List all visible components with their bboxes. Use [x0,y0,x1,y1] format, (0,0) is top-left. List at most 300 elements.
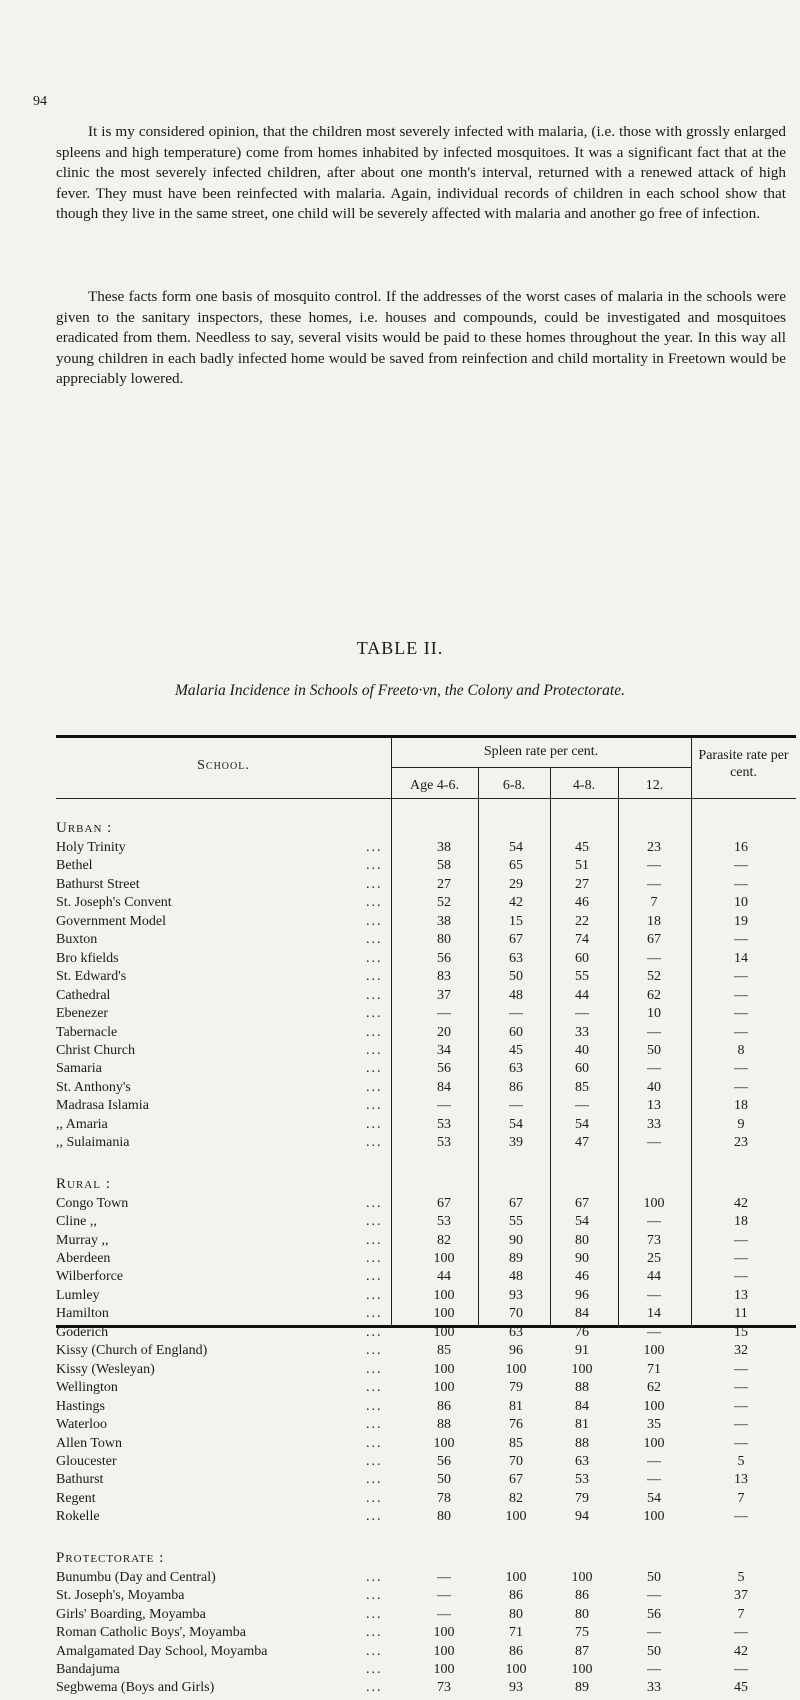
table-row [56,1362,796,1382]
cell-value: — [734,1435,748,1451]
leader-dots: ... [366,1361,383,1377]
cell-value: — [647,1662,661,1677]
table-row [56,1472,796,1492]
cell-value: 80 [575,1606,589,1622]
cell-value: 27 [575,876,589,892]
table-row [56,1006,796,1026]
school-name: Gloucester [56,1453,117,1469]
cell-value: 50 [509,969,523,985]
cell-value: — [437,1098,451,1114]
cell-value: 54 [575,1116,589,1132]
cell-value: 60 [575,1061,589,1077]
cell-value: 37 [734,1588,748,1604]
cell-value: 27 [437,876,451,892]
cell-value: — [647,1324,661,1340]
table-top-rule [56,735,796,738]
table-row [56,1343,796,1363]
cell-value: 33 [647,1116,661,1132]
leader-dots: ... [366,1453,383,1469]
cell-value: 100 [433,1287,455,1303]
cell-value: 40 [575,1042,589,1058]
table-caption: Malaria Incidence in Schools of Freeto·vn, the Colony and Protectorate. [175,682,625,699]
cell-value: 93 [509,1287,523,1303]
school-name: Wellington [56,1380,118,1396]
cell-value: 46 [575,1269,589,1285]
cell-value: — [647,876,661,892]
cell-value: 100 [505,1662,527,1677]
table-row [56,1233,796,1253]
cell-value: 86 [509,1643,523,1659]
cell-value: 56 [647,1606,661,1622]
cell-value: 85 [575,1079,589,1095]
cell-value: 100 [643,1343,665,1359]
cell-value: 82 [509,1490,523,1506]
leader-dots: ... [366,1680,383,1696]
school-name: Murray ,, [56,1232,109,1248]
table-row [56,877,796,897]
school-name: Samaria [56,1061,102,1077]
cell-value: 7 [737,1490,745,1506]
cell-value: — [647,1061,661,1077]
cell-value: 67 [437,1195,451,1211]
cell-value: 63 [575,1453,589,1469]
header-school: School. [197,758,250,773]
cell-value: 60 [509,1024,523,1040]
cell-value: — [437,1588,451,1604]
cell-value: 85 [509,1435,523,1451]
leader-dots: ... [366,969,383,985]
cell-value: 53 [437,1135,451,1151]
school-name: Bunumbu (Day and Central) [56,1569,216,1585]
table-row [56,1380,796,1400]
cell-value: 23 [734,1135,748,1151]
cell-value: 79 [509,1380,523,1396]
table-row [56,1061,796,1081]
cell-value: — [509,1098,523,1114]
leader-dots: ... [366,1251,383,1266]
cell-value: 55 [575,969,589,985]
cell-value: — [647,858,661,874]
cell-value: 45 [575,840,589,855]
leader-dots: ... [366,1024,383,1040]
table-row [56,1025,796,1045]
cell-value: 20 [437,1024,451,1040]
cell-value: 29 [509,876,523,892]
cell-value: 54 [647,1490,661,1506]
table-row [56,1043,796,1063]
school-name: Madrasa Islamia [56,1098,149,1114]
cell-value: — [734,876,748,892]
cell-value: 78 [437,1490,451,1506]
table-row [56,914,796,934]
cell-value: — [734,1417,748,1433]
cell-value: 9 [737,1116,745,1132]
leader-dots: ... [366,1472,383,1488]
cell-value: 37 [437,987,451,1003]
table-row [56,840,796,860]
school-name: Waterloo [56,1417,107,1433]
table-row [56,1251,796,1271]
table-row [56,1417,796,1437]
leader-dots: ... [366,913,383,929]
cell-value: 80 [509,1606,523,1622]
cell-value: 35 [647,1417,661,1433]
cell-value: 81 [575,1417,589,1433]
cell-value: 10 [734,895,748,911]
leader-dots: ... [366,858,383,874]
table-row [56,1080,796,1100]
cell-value: 84 [575,1306,589,1322]
cell-value: 71 [509,1625,523,1641]
leader-dots: ... [366,1061,383,1077]
cell-value: 39 [509,1135,523,1151]
cell-value: — [647,1287,661,1303]
cell-value: 100 [643,1398,665,1414]
cell-value: 94 [575,1509,589,1525]
table-row [56,1269,796,1289]
cell-value: 50 [647,1643,661,1659]
cell-value: 86 [509,1079,523,1095]
cell-value: 53 [575,1472,589,1488]
cell-value: 79 [575,1490,589,1506]
leader-dots: ... [366,950,383,966]
cell-value: 67 [509,1472,523,1488]
cell-value: 83 [437,969,451,985]
cell-value: 54 [509,1116,523,1132]
cell-value: — [734,1024,748,1040]
school-name: ,, Sulaimania [56,1135,130,1151]
table-row [56,969,796,989]
school-name: Rokelle [56,1509,100,1525]
cell-value: 46 [575,895,589,911]
cell-value: 15 [734,1324,748,1340]
cell-value: — [734,932,748,948]
cell-value: 73 [647,1232,661,1248]
school-name: Cathedral [56,987,111,1003]
leader-dots: ... [366,876,383,892]
leader-dots: ... [366,1417,383,1433]
cell-value: 15 [509,913,523,929]
cell-value: 14 [734,950,748,966]
cell-value: 48 [509,987,523,1003]
cell-value: 80 [575,1232,589,1248]
cell-value: 76 [509,1417,523,1433]
school-name: Cline ,, [56,1214,97,1230]
cell-value: 100 [571,1361,593,1377]
cell-value: 88 [437,1417,451,1433]
school-name: Girls' Boarding, Moyamba [56,1606,206,1622]
cell-value: 33 [575,1024,589,1040]
page-number: 94 [33,94,47,109]
school-name: Government Model [56,913,167,929]
leader-dots: ... [366,1079,383,1095]
cell-value: 19 [734,913,748,929]
cell-value: 14 [647,1306,661,1322]
header-age-4-6: Age 4-6. [410,778,459,793]
table-row [56,1607,796,1627]
leader-dots: ... [366,1098,383,1114]
leader-dots: ... [366,1306,383,1322]
cell-value: 55 [509,1214,523,1230]
table-row [56,1509,796,1529]
cell-value: 100 [433,1306,455,1322]
cell-value: — [734,1398,748,1414]
table-row [56,1214,796,1234]
cell-value: 13 [734,1472,748,1488]
leader-dots: ... [366,1588,383,1604]
cell-value: 70 [509,1453,523,1469]
cell-value: 48 [509,1269,523,1285]
leader-dots: ... [366,1135,383,1151]
cell-value: — [734,1251,748,1266]
cell-value: 70 [509,1306,523,1322]
leader-dots: ... [366,1324,383,1340]
cell-value: 100 [571,1662,593,1677]
table-row [56,895,796,915]
cell-value: 45 [509,1042,523,1058]
cell-value: 51 [575,858,589,874]
table-row [56,1625,796,1645]
table-row [56,1491,796,1511]
school-name: St. Edward's [56,969,127,985]
cell-value: 54 [575,1214,589,1230]
cell-value: 67 [647,932,661,948]
cell-value: 34 [437,1042,451,1058]
header-age-12: 12. [645,778,664,793]
cell-value: 5 [737,1569,745,1585]
table-row [56,988,796,1008]
table-row [56,951,796,971]
cell-value: — [437,1569,451,1585]
leader-dots: ... [366,1398,383,1414]
cell-value: 100 [505,1509,527,1525]
cell-value: — [509,1006,523,1022]
cell-value: 91 [575,1343,589,1359]
cell-value: — [734,1006,748,1022]
cell-value: 82 [437,1232,451,1248]
section-label: Urban : [56,820,113,836]
school-name: Roman Catholic Boys', Moyamba [56,1625,246,1641]
school-name: Kissy (Wesleyan) [56,1361,155,1377]
cell-value: 100 [433,1361,455,1377]
leader-dots: ... [366,1232,383,1248]
cell-value: 60 [575,950,589,966]
cell-value: 7 [650,895,658,911]
leader-dots: ... [366,1116,383,1132]
cell-value: 42 [734,1643,748,1659]
cell-value: 32 [734,1343,748,1359]
school-name: Ebenezer [56,1006,109,1022]
cell-value: 89 [575,1680,589,1696]
cell-value: 100 [433,1380,455,1396]
cell-value: 56 [437,1453,451,1469]
school-name: Bro kfields [56,950,119,966]
cell-value: 96 [575,1287,589,1303]
cell-value: 100 [433,1251,455,1266]
table-row [56,1644,796,1664]
school-name: St. Anthony's [56,1079,131,1095]
cell-value: 88 [575,1380,589,1396]
cell-value: 89 [509,1251,523,1266]
cell-value: 58 [437,858,451,874]
cell-value: 7 [737,1606,745,1622]
school-name: Bandajuma [56,1662,120,1677]
cell-value: — [734,1061,748,1077]
cell-value: 52 [647,969,661,985]
cell-value: 42 [509,895,523,911]
cell-value: 80 [437,1509,451,1525]
table-row [56,1288,796,1308]
table-row [56,1306,796,1326]
school-name: Bathurst Street [56,876,140,892]
school-name: Hamilton [56,1306,109,1322]
paragraph-2: These facts form one basis of mosquito control. If the addresses of the worst cases of malaria in the schools were given to the sanitary inspectors, these homes, i.e. houses and compounds, could be investigated and mosquitoes eradicated from them. Needless to say, several visits would be paid to these homes throughout the year. In this way all young children in each badly infected home would be saved from reinfection and child mortality in Freetown would be appreciably lowered. [56,288,786,387]
table-row [56,1325,796,1345]
leader-dots: ... [366,932,383,948]
school-name: Hastings [56,1398,105,1414]
cell-value: 56 [437,950,451,966]
cell-value: 76 [575,1324,589,1340]
leader-dots: ... [366,1490,383,1506]
cell-value: — [734,1662,748,1677]
cell-value: 50 [437,1472,451,1488]
leader-dots: ... [366,1006,383,1022]
school-name: Lumley [56,1287,100,1303]
section-label: Protectorate : [56,1549,165,1566]
section-label: Rural : [56,1175,111,1192]
cell-value: 62 [647,987,661,1003]
cell-value: 53 [437,1116,451,1132]
cell-value: 100 [571,1569,593,1585]
cell-value: 65 [509,858,523,874]
cell-value: 22 [575,913,589,929]
school-name: Goderich [56,1324,109,1340]
cell-value: 44 [575,987,589,1003]
table-row [56,1454,796,1474]
leader-dots: ... [366,1509,383,1525]
header-age-6-8: 6-8. [502,778,526,793]
school-name: Bethel [56,858,93,874]
cell-value: 84 [437,1079,451,1095]
table-row [56,1196,796,1216]
cell-value: 71 [647,1361,661,1377]
cell-value: 50 [647,1569,661,1585]
cell-value: 100 [643,1509,665,1525]
cell-value: 18 [647,913,661,929]
cell-value: 52 [437,895,451,911]
leader-dots: ... [366,1435,383,1451]
cell-value: 10 [647,1006,661,1022]
cell-value: 67 [509,932,523,948]
cell-value: 23 [647,840,661,855]
header-spleen-rate: Spleen rate per cent. [483,744,599,759]
cell-value: 75 [575,1625,589,1641]
cell-value: 84 [575,1398,589,1414]
cell-value: 42 [734,1195,748,1211]
cell-value: — [734,858,748,874]
school-name: Bathurst [56,1472,104,1488]
cell-value: — [647,1453,661,1469]
paragraph-1: It is my considered opinion, that the children most severely infected with malaria, (i.e. those with grossly enlarged spleens and high temperature) come from homes inhabited by infected mosquitoes. It was a significant fact that at the clinic the most severely infected children, after about one month's interval, returned with a renewed attack of high fever. They must have been reinfected with malaria. Again, individual records of children in each school show that though they live in the same street, one child will be severely affected with malaria and another go free of infection. [56,123,786,222]
cell-value: 62 [647,1380,661,1396]
cell-value: 100 [505,1569,527,1585]
cell-value: 100 [433,1625,455,1641]
spleen-subheader-rule [391,767,691,768]
cell-value: 38 [437,840,451,855]
table-title: TABLE II. [356,638,444,658]
cell-value: 86 [575,1588,589,1604]
cell-value: 18 [734,1214,748,1230]
cell-value: — [734,987,748,1003]
cell-value: 81 [509,1398,523,1414]
cell-value: 100 [433,1643,455,1659]
cell-value: 100 [505,1361,527,1377]
leader-dots: ... [366,1214,383,1230]
leader-dots: ... [366,895,383,911]
school-name: Kissy (Church of England) [56,1343,208,1359]
cell-value: 93 [509,1680,523,1696]
leader-dots: ... [366,1606,383,1622]
cell-value: 45 [734,1680,748,1696]
cell-value: — [734,1625,748,1641]
table-row [56,858,796,878]
school-name: Tabernacle [56,1024,118,1040]
cell-value: — [734,1509,748,1525]
cell-value: — [734,1269,748,1285]
leader-dots: ... [366,1625,383,1641]
school-name: St. Joseph's, Moyamba [56,1588,185,1604]
cell-value: 11 [734,1306,748,1322]
cell-value: 44 [647,1269,661,1285]
cell-value: — [437,1006,451,1022]
cell-value: 100 [643,1435,665,1451]
leader-dots: ... [366,1195,383,1211]
cell-value: 50 [647,1042,661,1058]
table-row [56,1436,796,1456]
school-name: Christ Church [56,1042,135,1058]
cell-value: 63 [509,1324,523,1340]
cell-value: 100 [433,1662,455,1677]
school-name: Wilberforce [56,1269,124,1285]
leader-dots: ... [366,1343,383,1359]
school-name: Buxton [56,932,98,948]
cell-value: 86 [437,1398,451,1414]
cell-value: — [647,1625,661,1641]
cell-value: 8 [737,1042,745,1058]
school-name: St. Joseph's Convent [56,895,172,911]
school-name: ,, Amaria [56,1116,108,1132]
cell-value: 87 [575,1643,589,1659]
school-name: Regent [56,1490,96,1506]
cell-value: 73 [437,1680,451,1696]
table-row [56,1588,796,1608]
school-name: Allen Town [56,1435,123,1451]
cell-value: 67 [575,1195,589,1211]
table-row [56,932,796,952]
cell-value: 38 [437,913,451,929]
cell-value: 13 [647,1098,661,1114]
leader-dots: ... [366,840,383,855]
cell-value: 96 [509,1343,523,1359]
cell-value: 90 [575,1251,589,1266]
cell-value: 18 [734,1098,748,1114]
cell-value: 47 [575,1135,589,1151]
table-row [56,1570,796,1590]
school-name: Amalgamated Day School, Moyamba [56,1643,268,1659]
cell-value: 40 [647,1079,661,1095]
leader-dots: ... [366,1662,383,1677]
cell-value: 100 [643,1195,665,1211]
